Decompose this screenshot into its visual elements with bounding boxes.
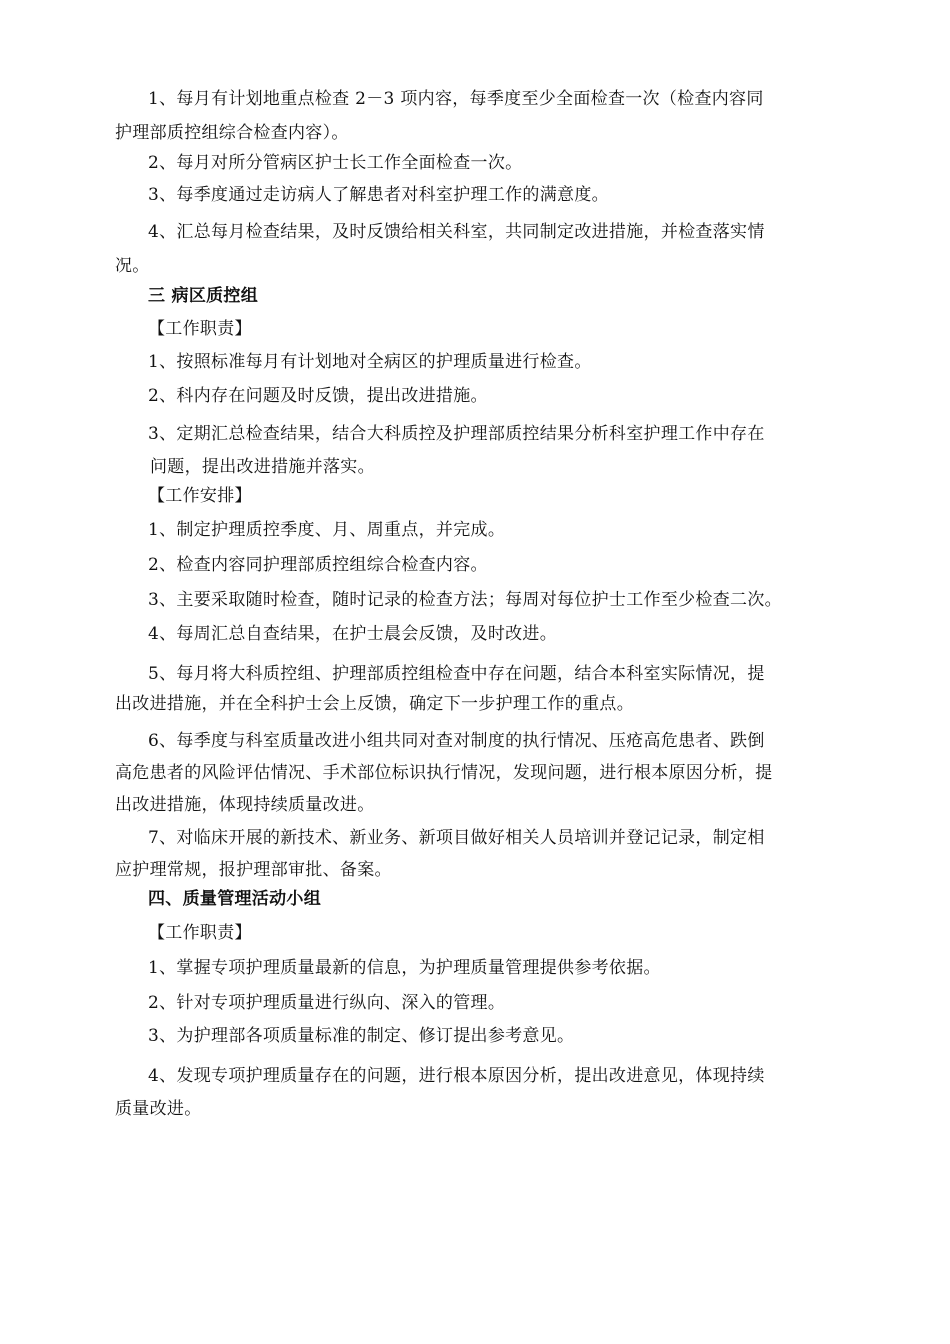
section-heading: 三 病区质控组 — [148, 286, 259, 306]
paragraph-line: 1、制定护理质控季度、月、周重点，并完成。 — [148, 520, 506, 540]
subsection-label: 【工作安排】 — [148, 486, 252, 506]
paragraph-line: 2、每月对所分管病区护士长工作全面检查一次。 — [148, 153, 523, 173]
paragraph-line: 7、对临床开展的新技术、新业务、新项目做好相关人员培训并登记记录，制定相 — [148, 828, 765, 848]
paragraph-line: 出改进措施，体现持续质量改进。 — [115, 795, 375, 815]
paragraph-line: 应护理常规，报护理部审批、备案。 — [115, 860, 392, 880]
paragraph-line: 高危患者的风险评估情况、手术部位标识执行情况，发现问题，进行根本原因分析，提 — [115, 763, 773, 783]
paragraph-line: 护理部质控组综合检查内容）。 — [115, 123, 349, 143]
paragraph-line: 1、掌握专项护理质量最新的信息，为护理质量管理提供参考依据。 — [148, 958, 661, 978]
paragraph-line: 4、每周汇总自查结果，在护士晨会反馈，及时改进。 — [148, 624, 558, 644]
paragraph-line: 3、定期汇总检查结果，结合大科质控及护理部质控结果分析科室护理工作中存在 — [148, 424, 765, 444]
paragraph-line: 4、发现专项护理质量存在的问题，进行根本原因分析，提出改进意见，体现持续 — [148, 1066, 765, 1086]
paragraph-line: 5、每月将大科质控组、护理部质控组检查中存在问题，结合本科室实际情况，提 — [148, 664, 765, 684]
paragraph-line: 况。 — [115, 256, 150, 276]
paragraph-line: 4、汇总每月检查结果，及时反馈给相关科室，共同制定改进措施，并检查落实情 — [148, 222, 765, 242]
subsection-label: 【工作职责】 — [148, 319, 252, 339]
paragraph-line: 1、每月有计划地重点检查 2－3 项内容，每季度至少全面检查一次（检查内容同 — [148, 89, 764, 109]
paragraph-line: 6、每季度与科室质量改进小组共同对查对制度的执行情况、压疮高危患者、跌倒 — [148, 731, 765, 751]
paragraph-line: 2、科内存在问题及时反馈，提出改进措施。 — [148, 386, 488, 406]
paragraph-line: 2、检查内容同护理部质控组综合检查内容。 — [148, 555, 488, 575]
paragraph-line: 出改进措施，并在全科护士会上反馈，确定下一步护理工作的重点。 — [115, 694, 634, 714]
subsection-label: 【工作职责】 — [148, 923, 252, 943]
paragraph-line: 3、为护理部各项质量标准的制定、修订提出参考意见。 — [148, 1026, 575, 1046]
paragraph-line: 质量改进。 — [115, 1099, 202, 1119]
paragraph-line: 2、针对专项护理质量进行纵向、深入的管理。 — [148, 993, 506, 1013]
section-heading: 四、质量管理活动小组 — [148, 889, 321, 909]
paragraph-line: 1、按照标准每月有计划地对全病区的护理质量进行检查。 — [148, 352, 592, 372]
paragraph-line: 问题，提出改进措施并落实。 — [150, 457, 375, 477]
paragraph-line: 3、每季度通过走访病人了解患者对科室护理工作的满意度。 — [148, 185, 609, 205]
paragraph-line: 3、主要采取随时检查，随时记录的检查方法；每周对每位护士工作至少检查二次。 — [148, 590, 782, 610]
